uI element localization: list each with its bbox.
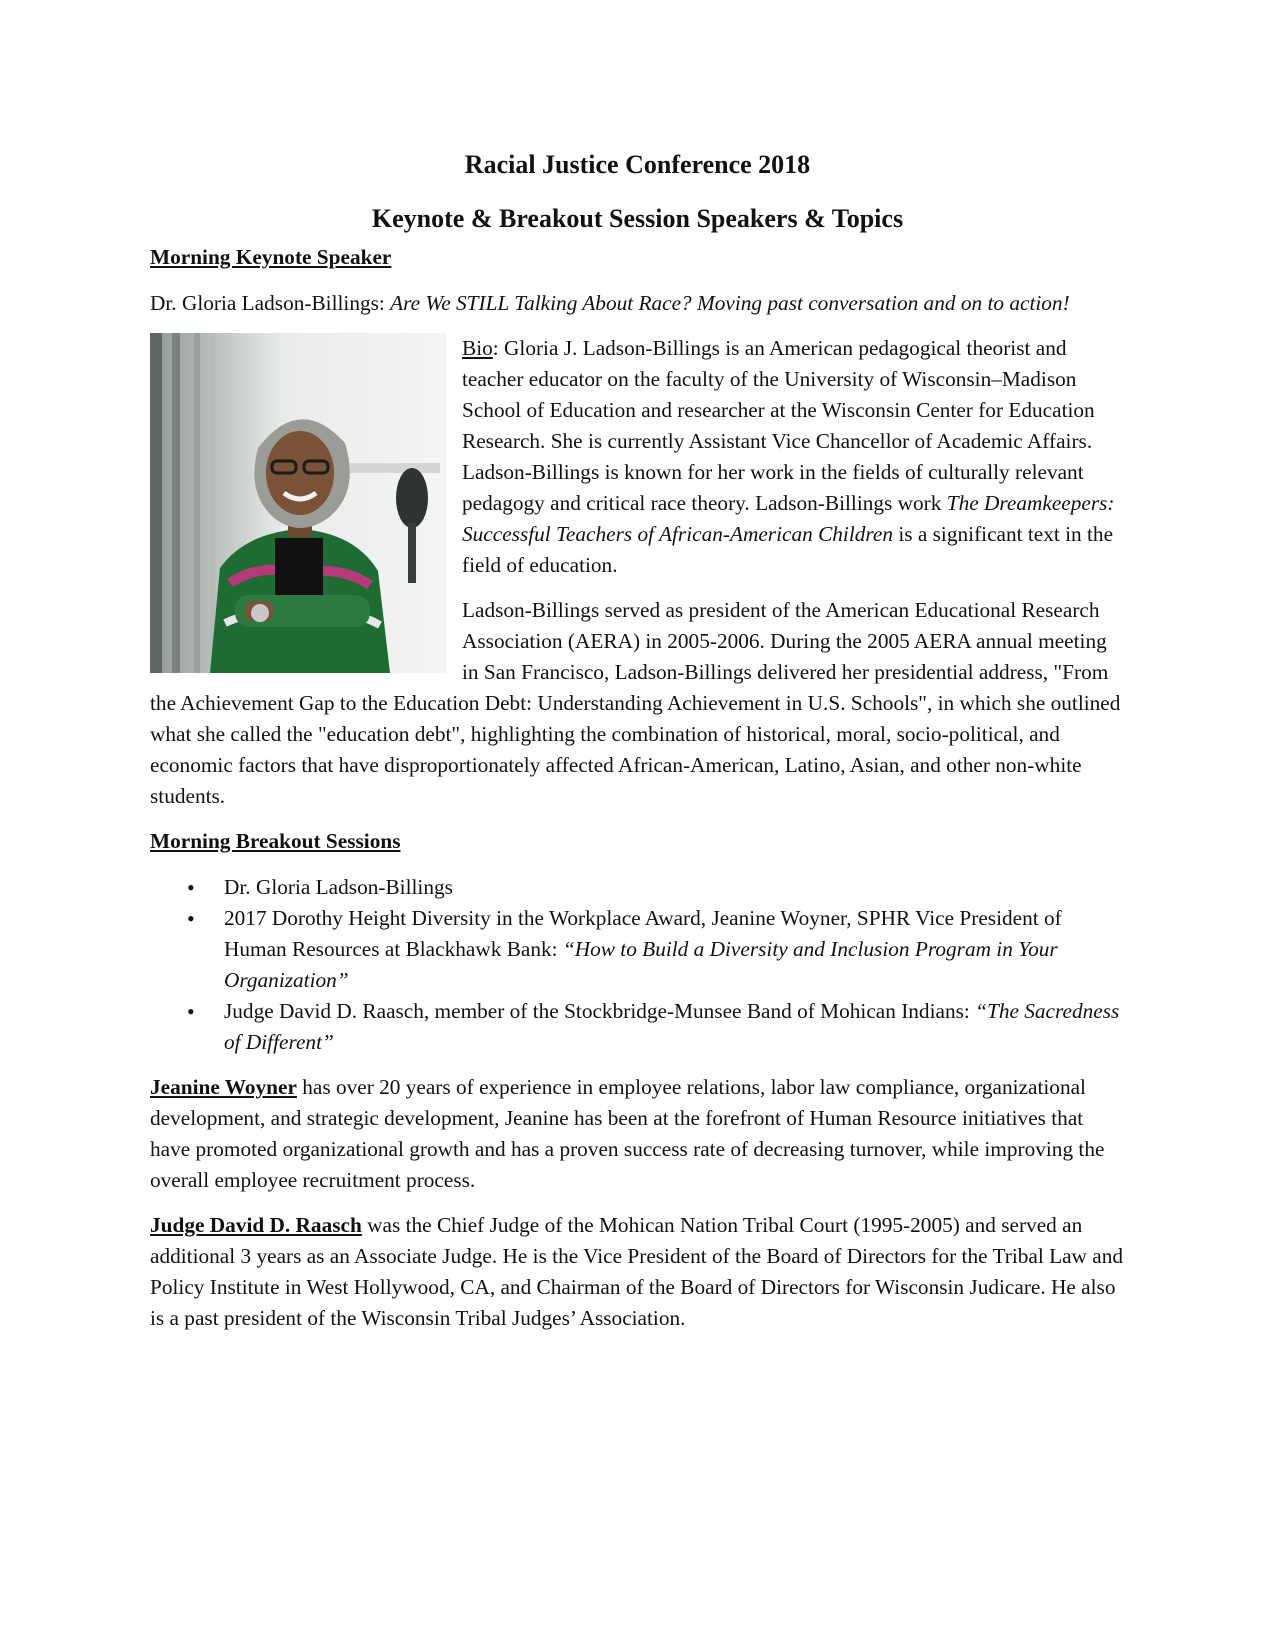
bio-label: Bio <box>462 336 493 360</box>
session-description: Dr. Gloria Ladson-Billings <box>224 875 453 899</box>
speaker-photo <box>150 333 446 673</box>
bio-text-start: : Gloria J. Ladson-Billings is an American pedagogical theorist and teacher educator on the faculty of the University of Wisconsin–Madison School of Education and researcher at the Wisconsin Center for Education Research. She is currently Assistant Vice Chancellor of Academic Affairs. Ladson-Billings is known for her work in the fields of culturally relevant pedagogy and critical race theory. Ladson-Billings work <box>462 336 1095 515</box>
raasch-bio-text: was the Chief Judge of the Mohican Nation Tribal Court (1995-2005) and served an additional 3 years as an Associate Judge. He is the Vice President of the Board of Directors for the Tribal Law and Policy Institute in West Hollywood, CA, and Chairman of the Board of Directors for Wisconsin Judicare. He also is a past president of the Wisconsin Tribal Judges’ Association. <box>150 1213 1124 1330</box>
keynote-bio-paragraph-2: Ladson-Billings served as president of the American Educational Research Association (AERA) in 2005-2006. During the 2005 AERA annual meeting in San Francisco, Ladson-Billings delivered her presidential address, "From the Achievement Gap to the Education Debt: Understanding Achievement in U.S. Schools", in which she outlined what she called the "education debt", highlighting the combination of historical, moral, socio-political, and economic factors that have disproportionately affected African-American, Latino, Asian, and other non-white students. <box>150 598 1121 808</box>
bio-text-end: is a significant text in the field of education. <box>462 522 1114 577</box>
keynote-heading: Morning Keynote Speaker <box>150 245 392 269</box>
woyner-bio-text: has over 20 years of experience in employee relations, labor law compliance, organizational development, and strategic development, Jeanine has been at the forefront of Human Resource initiatives that have promoted organizational growth and has a proven success rate of decreasing turnover, while improving the overall employee recruitment process. <box>150 1075 1105 1192</box>
session-talk-title: “The Sacredness of Different” <box>224 999 1120 1054</box>
session-talk-title: “How to Build a Diversity and Inclusion Program in Your Organization” <box>224 937 1058 992</box>
book-title: The Dreamkeepers: Successful Teachers of African-American Children <box>462 491 1115 546</box>
keynote-talk-title: Are We STILL Talking About Race? Moving past conversation and on to action! <box>390 291 1070 315</box>
document-body <box>150 148 1125 1348</box>
woyner-name: Jeanine Woyner <box>150 1075 297 1099</box>
raasch-name: Judge David D. Raasch <box>150 1213 362 1237</box>
session-description: 2017 Dorothy Height Diversity in the Workplace Award, Jeanine Woyner, SPHR Vice President of Human Resources at Blackhawk Bank: <box>224 906 1062 961</box>
breakout-session-item <box>224 996 1125 1058</box>
session-description: Judge David D. Raasch, member of the Stockbridge-Munsee Band of Mohican Indians: <box>224 999 976 1023</box>
keynote-speaker-line <box>150 288 1125 319</box>
raasch-bio-paragraph <box>150 1210 1125 1334</box>
breakout-session-list <box>150 872 1125 1058</box>
breakout-session-item <box>224 872 1125 903</box>
woyner-bio-paragraph <box>150 1072 1125 1196</box>
keynote-speaker-name: Dr. Gloria Ladson-Billings: <box>150 291 385 315</box>
breakout-session-item <box>224 903 1125 996</box>
page-subtitle: Keynote & Breakout Session Speakers & Topics <box>371 204 904 233</box>
speaker-photo-illustration <box>150 333 446 673</box>
breakout-heading: Morning Breakout Sessions <box>150 829 401 853</box>
page-title: Racial Justice Conference 2018 <box>464 150 811 179</box>
